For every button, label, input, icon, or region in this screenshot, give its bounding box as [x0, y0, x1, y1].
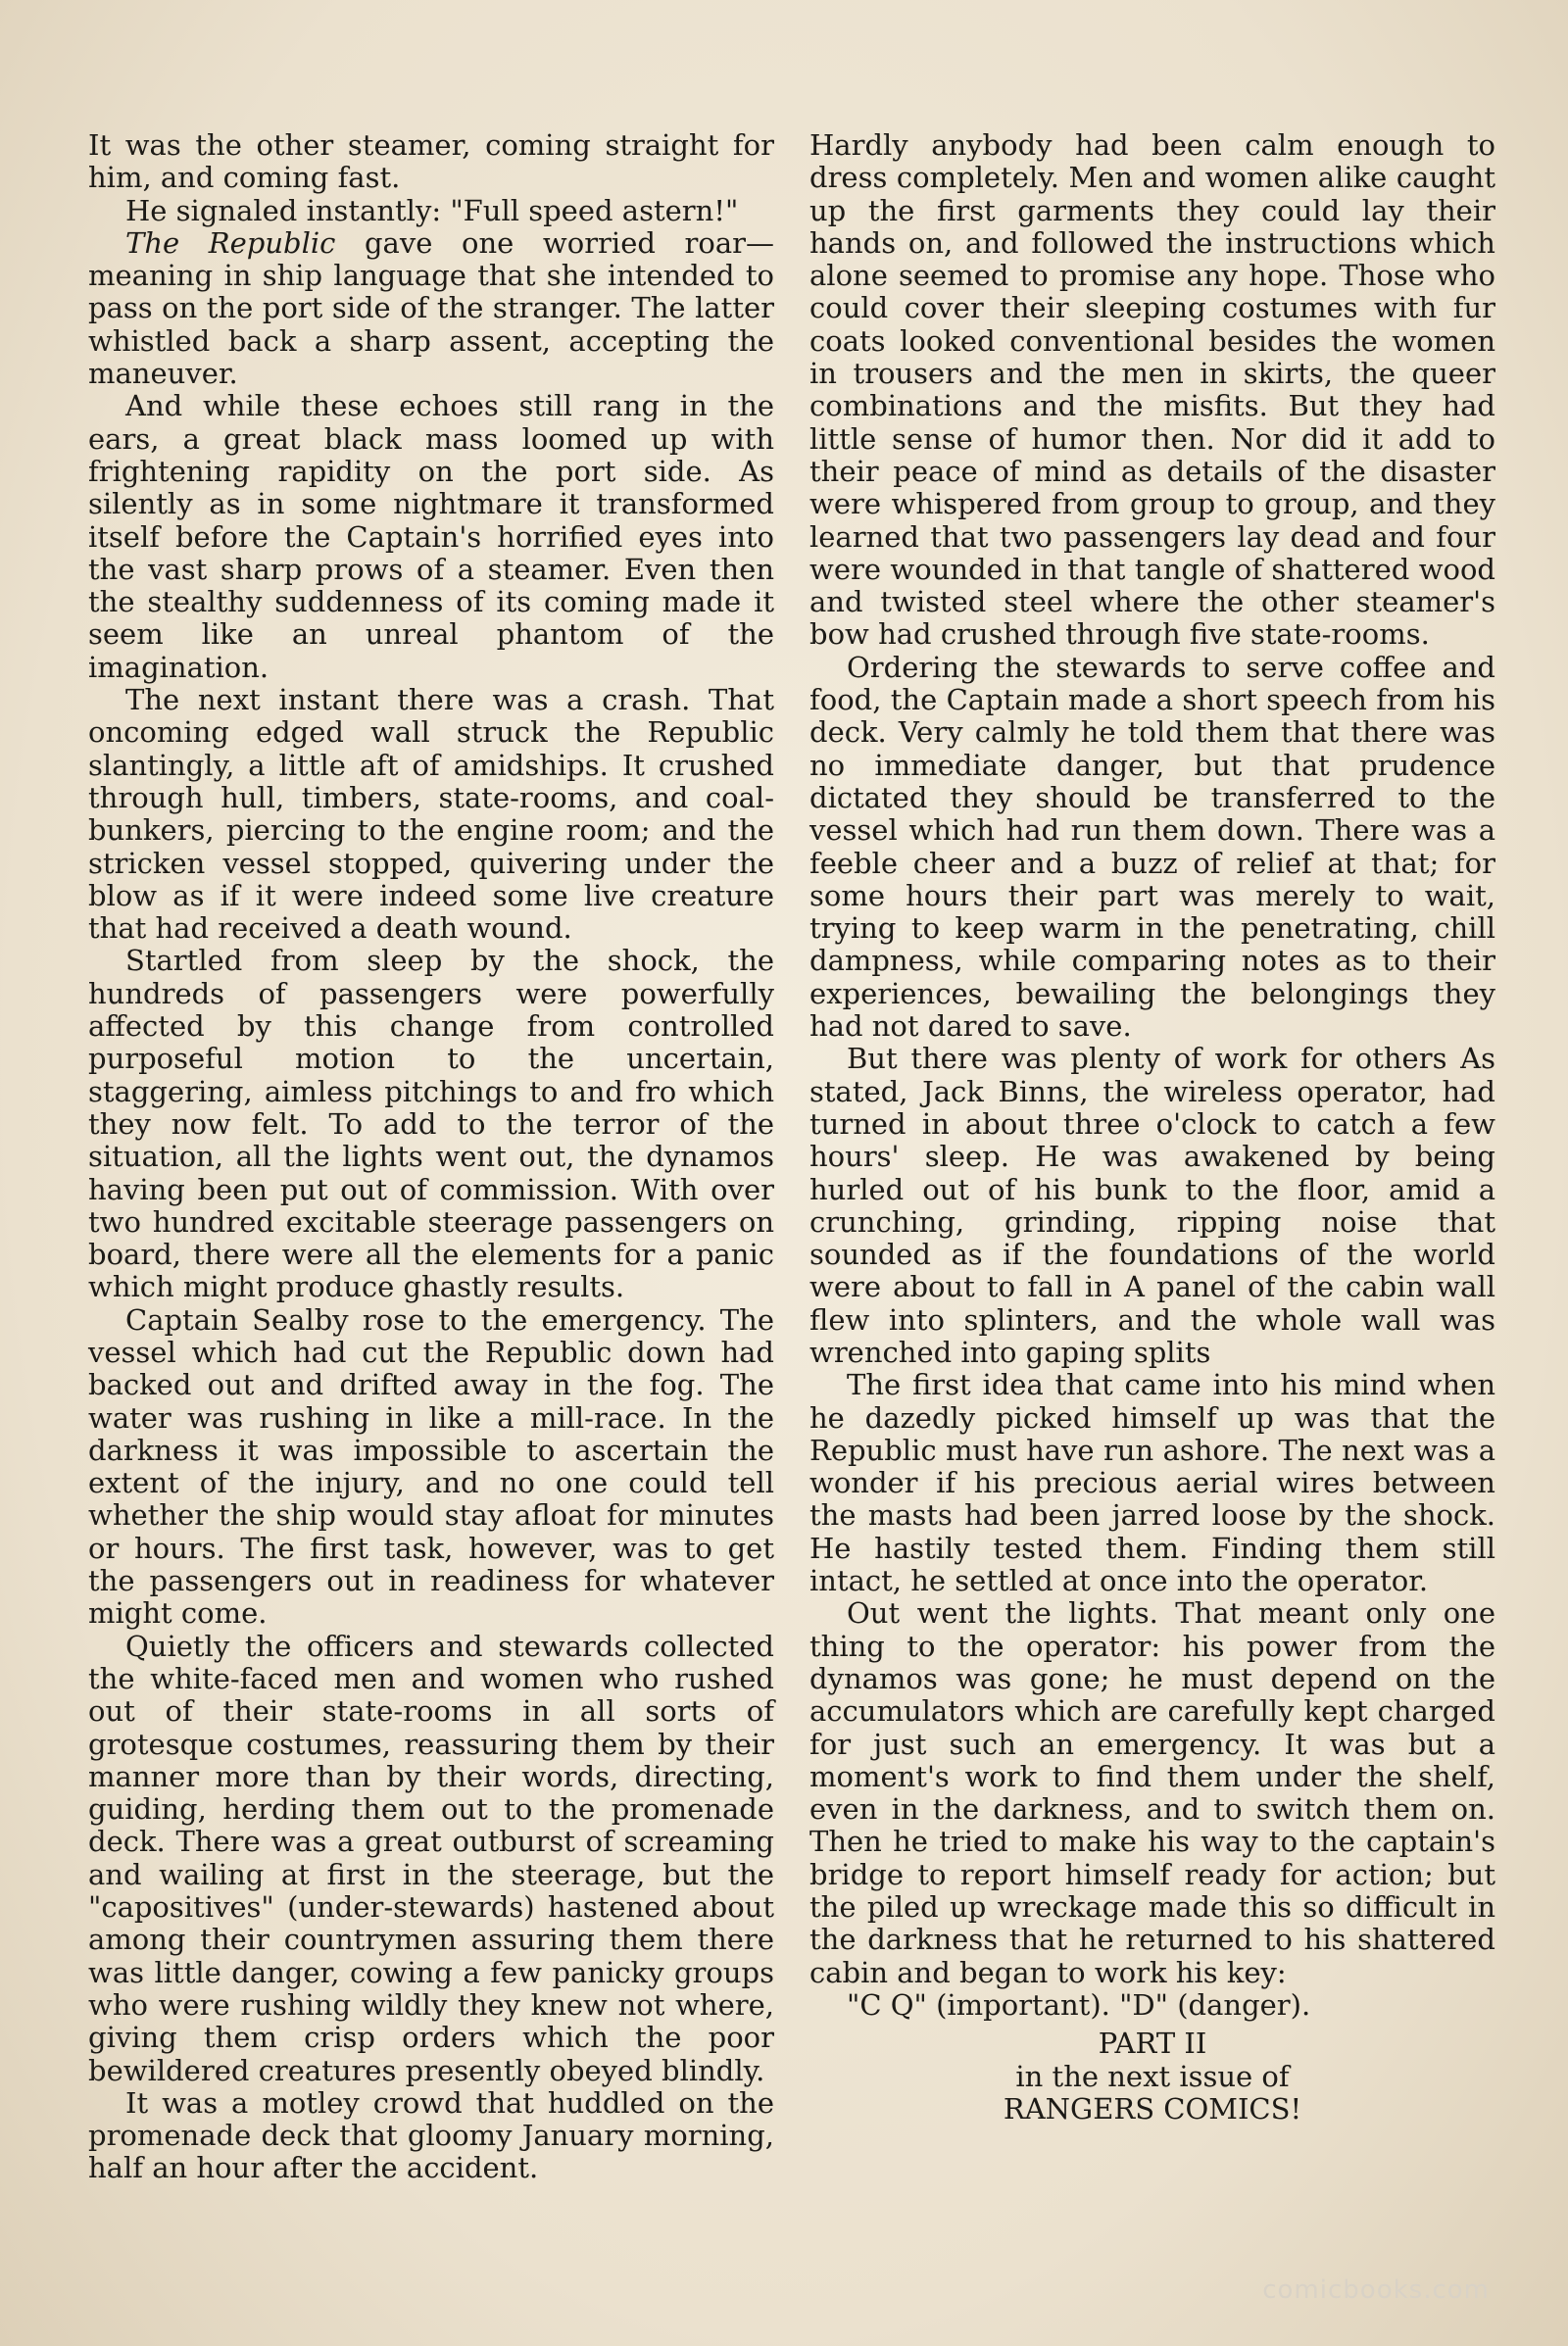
paragraph: Startled from sleep by the shock, the hundreds of passengers were powerfully affected by this change from controlled purposeful motion to the uncertain, staggering, aimless pitchings to and fro which they now felt. To add to the terror of the situation, all the lights went out, the dynamos having been put out of commission. With over two hundred excitable steerage passengers on board, there were all the elements for a panic which might produce ghastly results. — [88, 944, 774, 1304]
next-issue-text: in the next issue of — [1015, 2059, 1290, 2093]
paragraph: Captain Sealby rose to the emergency. The vessel which had cut the Republic down had backed out and drifted away in the fog. The water was rushing in like a mill-race. In the darkness it was impossible to ascertain the extent of the injury, and no one could tell whether the ship would stay afloat for minutes or hours. The first task, however, was to get the passengers out in readiness for whatever might come. — [88, 1302, 774, 1631]
watermark: comicbooks.com — [1262, 2275, 1490, 2305]
part-label: PART II — [1098, 2027, 1207, 2061]
paragraph: But there was plenty of work for others As stated, Jack Binns, the wireless operator, had turned in about three o'clock to catch a few hours' sleep. He was awakened by being hurled out of his bunk to the floor, amid a crunching, grinding, ripping noise that sounded as if the foundations of the world were about to fall in A panel of the cabin wall flew into splinters, and the whole wall was wrenched into gaping splits — [809, 1042, 1495, 1369]
continuation-note — [809, 2028, 1495, 2126]
paragraph: Ordering the stewards to serve coffee and food, the Captain made a short speech from his deck. Very calmly he told them that there was no immediate danger, but that prudence dictated they should be transferred to the vessel which had run them down. There was a feeble cheer and a buzz of relief at that; for some hours their part was merely to wait, trying to keep warm in the penetrating, chill dampness, while comparing notes as to their experiences, bewailing the belongings they had not dared to save. — [809, 650, 1495, 1044]
quote-line: "C Q" (important). "D" (danger). — [847, 1987, 1311, 2022]
paragraph: Quietly the officers and stewards collected the white-faced men and women who rushed out of their state-rooms in all sorts of grotesque costumes, reassuring them by their manner more than by their words, directing, guiding, herding them out to the promenade deck. There was a great outburst of screaming and wailing at first in the steerage, but the "capositives" (under-stewards) hastened about among their countrymen assuring them there was little danger, cowing a few panicky groups who were rushing wildly they knew not where, giving them crisp orders which the poor bewildered creatures presently obeyed blindly. — [88, 1629, 774, 2087]
paragraph: The first idea that came into his mind when he dazedly picked himself up was that the Republic must have run ashore. The next was a wonder if his precious aerial wires between the masts had been jarred loose by the shock. He hastily tested them. Finding them still intact, he settled at once into the operator. — [809, 1368, 1495, 1598]
paragraph: The next instant there was a crash. That oncoming edged wall struck the Republic slantingly, a little aft of amidships. It crushed through hull, timbers, state-rooms, and coal-bunkers, piercing to the engine room; and the stricken vessel stopped, quivering under the blow as if it were indeed some live creature that had received a death wound. — [88, 683, 774, 946]
paragraph: And while these echoes still rang in the ears, a great black mass loomed up with frightening rapidity on the port side. As silently as in some nightmare it transformed itself before the Captain's horrified eyes into the vast sharp prows of a steamer. Even then the stealthy suddenness of its coming made it seem like an unreal phantom of the imagination. — [88, 389, 774, 684]
left-column — [88, 129, 774, 2185]
paragraph: He signaled instantly: "Full speed astern!" — [125, 193, 739, 227]
paragraph: It was a motley crowd that huddled on the promenade deck that gloomy January morning, half an hour after the accident. — [88, 2085, 774, 2185]
magazine-title: RANGERS COMICS! — [1003, 2091, 1302, 2126]
paragraph: Out went the lights. That meant only one thing to the operator: his power from the dynamos was gone; he must depend on the accumulators which are carefully kept charged for just such an emergency. It was but a moment's work to find them under the shelf, even in the darkness, and to switch them on. Then he tried to make his way to the captain's bridge to report himself ready for action; but the piled up wreckage made this so difficult in the darkness that he returned to his shattered cabin and began to work his key: — [809, 1596, 1495, 1989]
right-column — [809, 129, 1495, 2126]
paragraph: The Republic gave one worried roar—meaning in ship language that she intended to pass on the port side of the stranger. The latter whistled back a sharp assent, accepting the maneuver. — [88, 225, 774, 391]
paragraph: Hardly anybody had been calm enough to dress completely. Men and women alike caught up the first garments they could lay their hands on, and followed the instructions which alone seemed to promise any hope. Those who could cover their sleeping costumes with fur coats looked conventional besides the women in trousers and the men in skirts, the queer combinations and the misfits. But they had little sense of humor then. Nor did it add to their peace of mind as details of the disaster were whispered from group to group, and they learned that two passengers lay dead and four were wounded in that tangle of shattered wood and twisted steel where the other steamer's bow had crushed through five state-rooms. — [809, 128, 1495, 652]
paragraph: It was the other steamer, coming straight for him, and coming fast. — [88, 128, 774, 195]
ship-name: The Republic — [125, 225, 336, 260]
